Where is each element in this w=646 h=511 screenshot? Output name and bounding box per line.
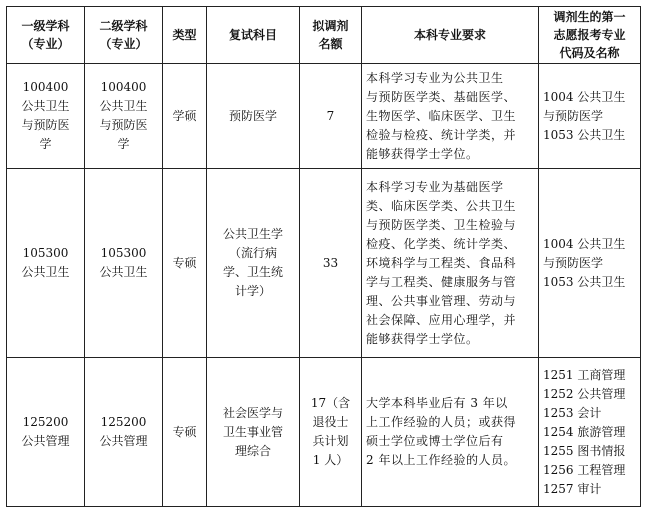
cell-first-choice: 1004 公共卫生 与预防医学 1053 公共卫生 [539, 64, 641, 169]
cell-level2: 100400 公共卫生 与预防医 学 [85, 64, 163, 169]
cell-quota: 33 [300, 169, 362, 358]
cell-level1: 105300 公共卫生 [7, 169, 85, 358]
cell-first-choice: 1004 公共卫生 与预防医学 1053 公共卫生 [539, 169, 641, 358]
adjustment-table [6, 6, 641, 507]
cell-major-requirement: 本科学习专业为基础医学 类、临床医学类、公共卫生 与预防医学类、卫生检验与 检疫、化学类、统计学类、 环境科学与工程类、食品科 学与工程类、健康服务与管 理、公共事业管理、劳动与 社会保障、应用心理学，并 能够获得学士学位。 [362, 169, 539, 358]
cell-level1: 125200 公共管理 [7, 358, 85, 507]
header-quota: 拟调剂 名额 [300, 7, 362, 64]
cell-type: 专硕 [163, 169, 207, 358]
cell-type: 学硕 [163, 64, 207, 169]
table-row [7, 358, 641, 507]
table-row [7, 64, 641, 169]
cell-exam-subject: 社会医学与 卫生事业管 理综合 [207, 358, 300, 507]
header-exam-subject: 复试科目 [207, 7, 300, 64]
cell-quota: 17（含 退役士 兵计划 1 人） [300, 358, 362, 507]
header-first-choice: 调剂生的第一 志愿报考专业 代码及名称 [539, 7, 641, 64]
header-type: 类型 [163, 7, 207, 64]
header-level2: 二级学科 （专业） [85, 7, 163, 64]
header-row [7, 7, 641, 64]
cell-quota: 7 [300, 64, 362, 169]
cell-level2: 125200 公共管理 [85, 358, 163, 507]
table-row [7, 169, 641, 358]
cell-first-choice: 1251 工商管理 1252 公共管理 1253 会计 1254 旅游管理 1255 图书情报 1256 工程管理 1257 审计 [539, 358, 641, 507]
cell-major-requirement: 大学本科毕业后有 3 年以 上工作经验的人员；或获得 硕士学位或博士学位后有 2 年以上工作经验的人员。 [362, 358, 539, 507]
cell-type: 专硕 [163, 358, 207, 507]
cell-level2: 105300 公共卫生 [85, 169, 163, 358]
cell-level1: 100400 公共卫生 与预防医 学 [7, 64, 85, 169]
header-major-requirement: 本科专业要求 [362, 7, 539, 64]
cell-exam-subject: 预防医学 [207, 64, 300, 169]
cell-exam-subject: 公共卫生学 （流行病 学、卫生统 计学） [207, 169, 300, 358]
cell-major-requirement: 本科学习专业为公共卫生 与预防医学类、基础医学、 生物医学、临床医学、卫生 检验与检疫、统计学类，并 能够获得学士学位。 [362, 64, 539, 169]
header-level1: 一级学科 （专业） [7, 7, 85, 64]
